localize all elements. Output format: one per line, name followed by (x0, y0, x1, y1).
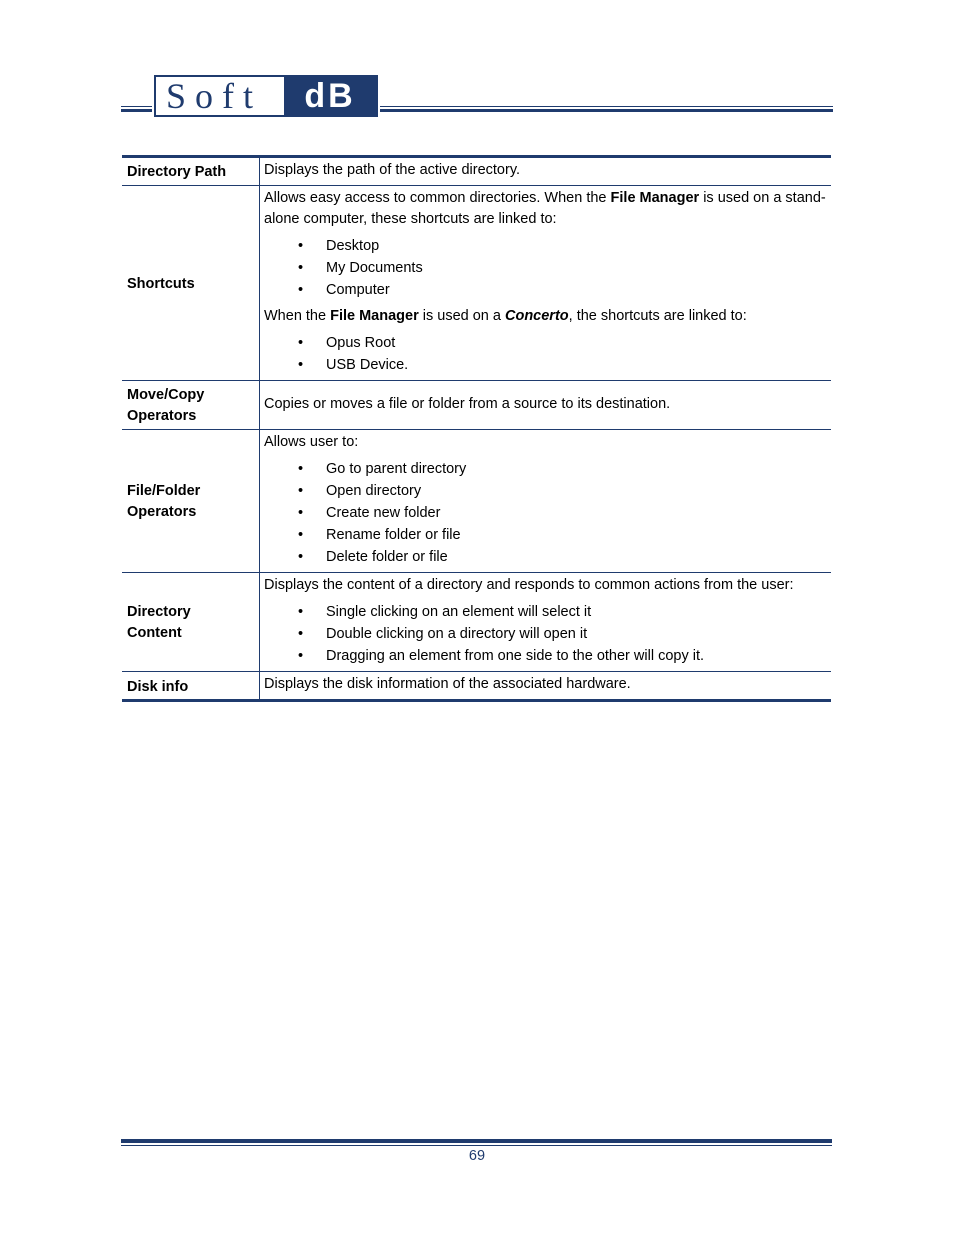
directory-content-list (264, 601, 827, 667)
footer-rule-thick (121, 1139, 832, 1143)
footer-rule-thin (121, 1145, 832, 1146)
shortcuts-concerto-intro: When the File Manager is used on a Concerto, the shortcuts are linked to: (264, 308, 747, 324)
desc-text: Copies or moves a file or folder from a source to its destination. (264, 395, 671, 412)
table-row-shortcuts (122, 186, 831, 381)
table-row-file-folder (122, 430, 831, 573)
shortcuts-intro: Allows easy access to common directories. When the File Manager is used on a stand-alone computer, these shortcuts are linked to: (264, 190, 826, 227)
list-item: • Computer (264, 279, 827, 301)
logo-text-soft: Soft (166, 76, 263, 116)
header-rule-right-thin (380, 106, 833, 107)
table-row-directory-path (122, 157, 831, 186)
list-item: • Single clicking on an element will select it (264, 601, 827, 623)
list-item: • Double clicking on a directory will open it (264, 623, 827, 645)
desc-text: Displays the disk information of the associated hardware. (264, 676, 631, 692)
desc-text: Displays the path of the active directory. (264, 162, 521, 178)
list-item: • Delete folder or file (264, 546, 827, 568)
table-row-move-copy (122, 381, 831, 430)
header-rule-right-thick (380, 109, 833, 112)
desc-text: Allows user to: (264, 434, 359, 450)
shortcuts-list-concerto (264, 332, 827, 376)
term-file-folder: File/Folder Operators (122, 430, 260, 573)
desc-file-folder (260, 430, 832, 573)
list-item: • Dragging an element from one side to the other will copy it. (264, 645, 827, 667)
list-item: • Rename folder or file (264, 524, 827, 546)
desc-shortcuts (260, 186, 832, 381)
desc-text: Displays the content of a directory and responds to common actions from the user: (264, 577, 794, 593)
list-item: • Desktop (264, 235, 827, 257)
list-item: • USB Device. (264, 354, 827, 376)
header-rule-left-thin (121, 106, 152, 107)
desc-disk-info (260, 672, 832, 701)
page-number: 69 (468, 1148, 486, 1164)
list-item: • Go to parent directory (264, 458, 827, 480)
desc-directory-path (260, 157, 832, 186)
table-row-disk-info (122, 672, 831, 701)
list-item: • Create new folder (264, 502, 827, 524)
shortcuts-list-standalone (264, 235, 827, 301)
term-shortcuts: Shortcuts (122, 186, 260, 381)
term-move-copy: Move/Copy Operators (122, 381, 260, 430)
desc-directory-content (260, 573, 832, 672)
list-item: • Open directory (264, 480, 827, 502)
desc-move-copy (260, 381, 832, 430)
list-item: • My Documents (264, 257, 827, 279)
header-rule-left-thick (121, 109, 152, 112)
file-folder-list (264, 458, 827, 568)
term-disk-info: Disk info (122, 672, 260, 701)
logo-text-db: dB (284, 77, 376, 115)
table-row-directory-content (122, 573, 831, 672)
softdb-logo (154, 75, 378, 117)
file-manager-definitions-table (122, 155, 831, 702)
term-directory-path: Directory Path (122, 157, 260, 186)
term-directory-content: Directory Content (122, 573, 260, 672)
list-item: • Opus Root (264, 332, 827, 354)
